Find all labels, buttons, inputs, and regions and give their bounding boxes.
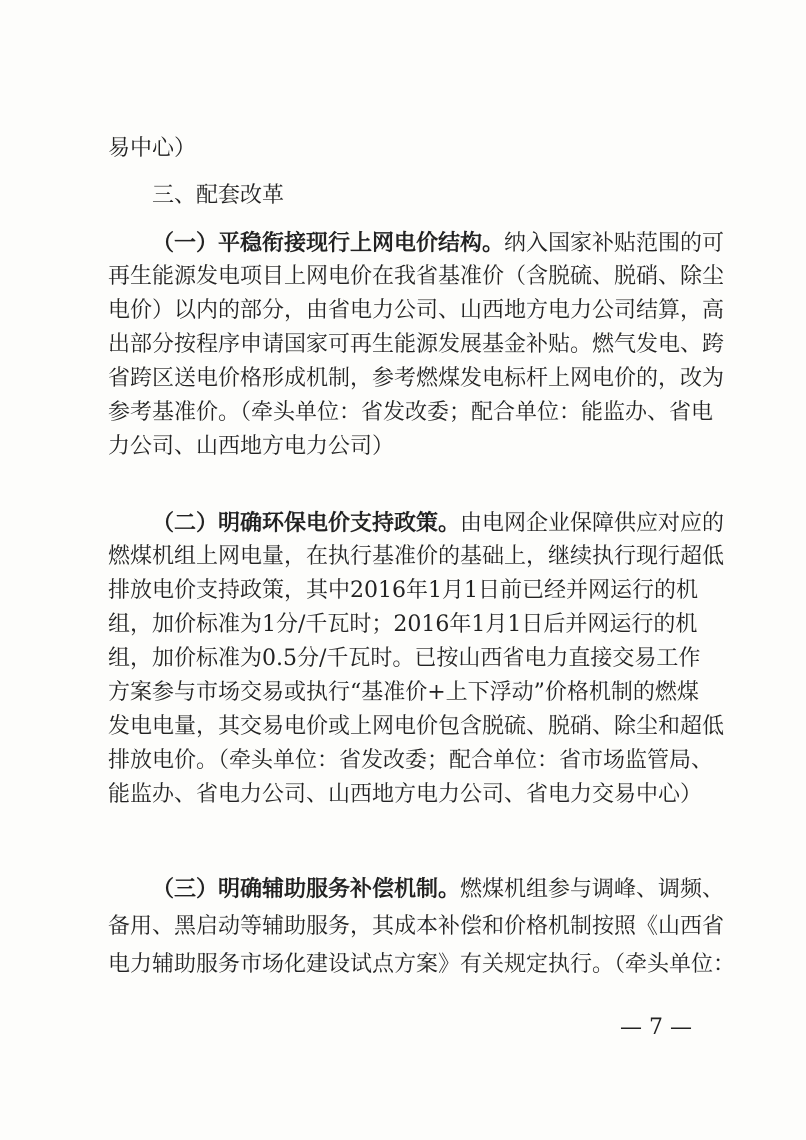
paragraph-3-text: 燃煤机组参与调峰、调频、 xyxy=(460,877,725,902)
text-line: 省跨区送电价格形成机制，参考燃煤发电标杆上网电价的，改为 xyxy=(108,366,725,391)
paragraph-1-first-line xyxy=(152,228,806,259)
text-line: 排放电价。（牵头单位：省发改委；配合单位：省市场监管局、 xyxy=(108,748,714,773)
text-line: 方案参与市场交易或执行“基准价+上下浮动”价格机制的燃煤 xyxy=(108,680,699,705)
paragraph-2-first-line xyxy=(152,508,806,539)
paragraph-3-first-line xyxy=(152,874,806,905)
paragraph-2-heading: （二）明确环保电价支持政策。 xyxy=(152,510,461,536)
text-line: 电价）以内的部分，由省电力公司、山西地方电力公司结算，高 xyxy=(108,298,725,323)
text-line: 备用、黑启动等辅助服务，其成本补偿和价格机制按照《山西省 xyxy=(108,914,725,939)
text-line: 再生能源发电项目上网电价在我省基准价（含脱硫、脱硝、除尘 xyxy=(108,264,725,289)
text-line: 出部分按程序申请国家可再生能源发展基金补贴。燃气发电、跨 xyxy=(108,332,725,357)
text-line: 易中心） xyxy=(108,136,197,161)
text-line: 电力辅助服务市场化建设试点方案》有关规定执行。（牵头单位： xyxy=(108,952,736,977)
text-line: 发电电量，其交易电价或上网电价包含脱硫、脱硝、除尘和超低 xyxy=(108,714,725,739)
page-number: — 7 — xyxy=(620,1015,692,1040)
paragraph-2-text: 由电网企业保障供应对应的 xyxy=(460,511,725,536)
text-line: 力公司、山西地方电力公司） xyxy=(108,434,395,459)
text-line: 能监办、省电力公司、山西地方电力公司、省电力交易中心） xyxy=(108,782,703,807)
text-line: 参考基准价。（牵头单位：省发改委；配合单位：能监办、省电 xyxy=(108,400,714,425)
paragraph-3-heading: （三）明确辅助服务补偿机制。 xyxy=(152,876,461,902)
text-line: 排放电价支持政策，其中2016年1月1日前已经并网运行的机 xyxy=(108,578,698,603)
text-line: 组，加价标准为0.5分/千瓦时。已按山西省电力直接交易工作 xyxy=(108,646,701,671)
text-line: 组，加价标准为1分/千瓦时；2016年1月1日后并网运行的机 xyxy=(108,612,698,637)
paragraph-1-text: 纳入国家补贴范围的可 xyxy=(504,231,725,256)
section-heading: 三、配套改革 xyxy=(152,183,285,208)
text-line: 燃煤机组上网电量，在执行基准价的基础上，继续执行现行超低 xyxy=(108,544,725,569)
paragraph-1-heading: （一）平稳衔接现行上网电价结构。 xyxy=(152,230,505,256)
